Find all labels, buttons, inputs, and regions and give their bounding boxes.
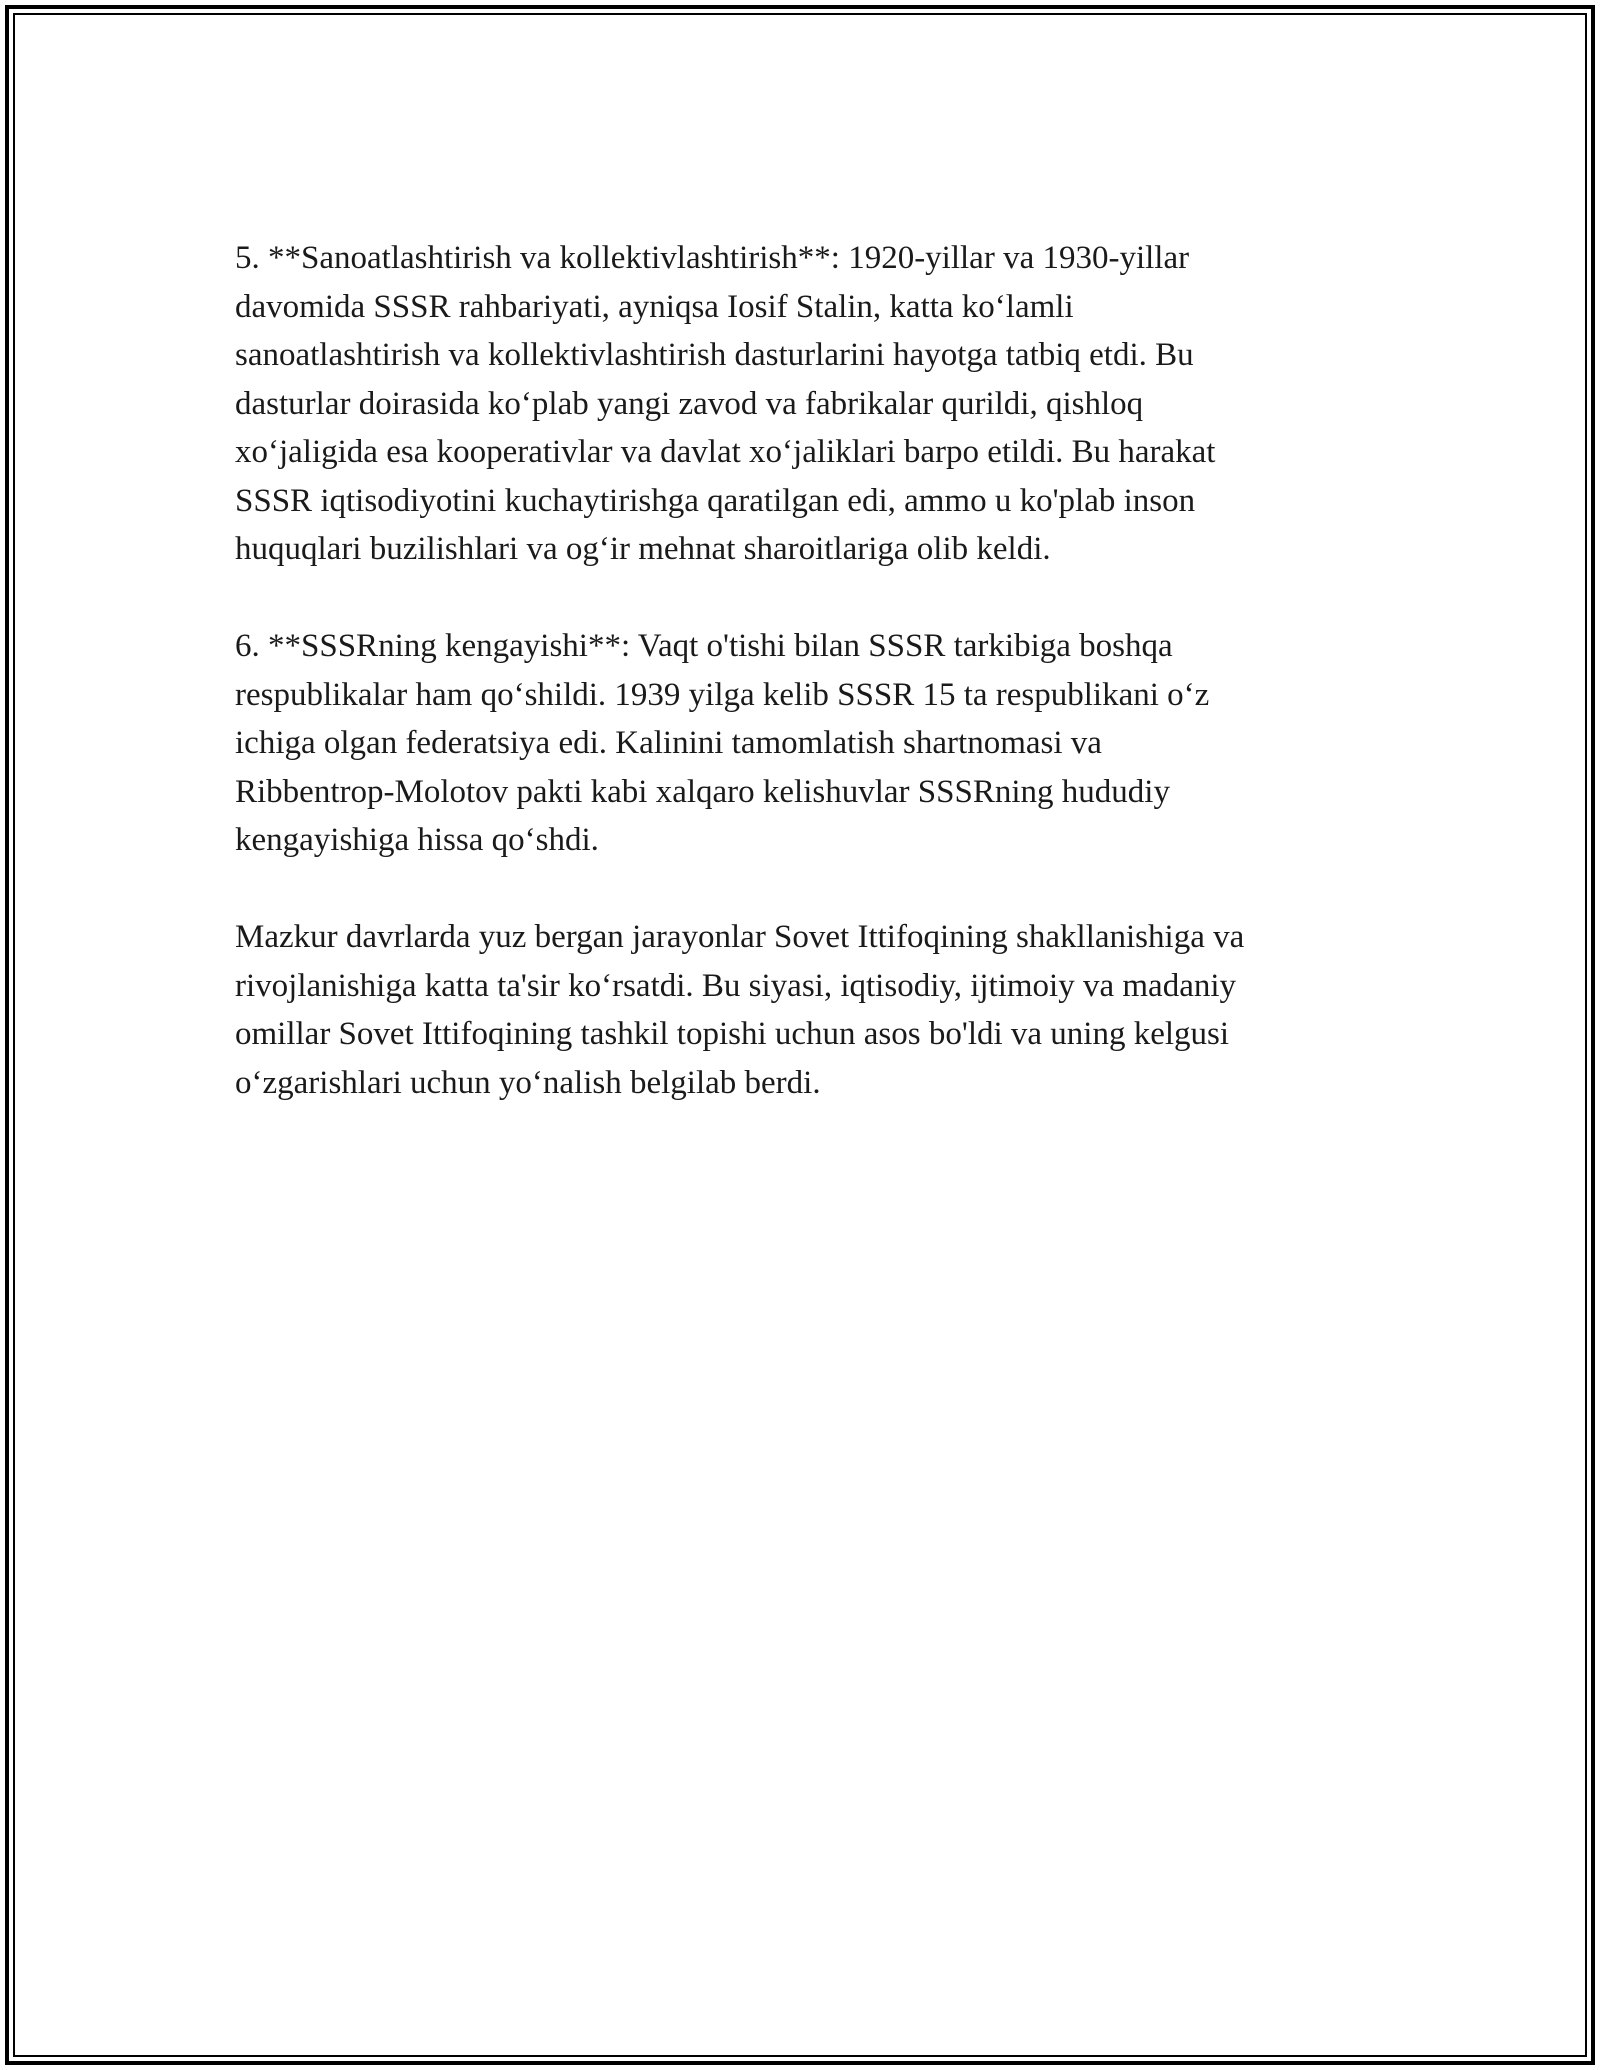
paragraph-conclusion <box>235 913 1375 1107</box>
text-line: dasturlar doirasida ko‘plab yangi zavod va fabrikalar qurildi, qishloq <box>235 385 1144 422</box>
text-line: respublikalar ham qo‘shildi. 1939 yilga kelib SSSR 15 ta respublikani o‘z <box>235 676 1210 713</box>
text-line: davomida SSSR rahbariyati, ayniqsa Iosif Stalin, katta ko‘lamli <box>235 288 1074 325</box>
paragraph-industrialization <box>235 234 1375 574</box>
document-body <box>235 234 1375 1156</box>
text-line: SSSR iqtisodiyotini kuchaytirishga qaratilgan edi, ammo u ko'plab inson <box>235 482 1196 519</box>
paragraph-expansion <box>235 622 1375 865</box>
text-line: 5. **Sanoatlashtirish va kollektivlashtirish**: 1920-yillar va 1930-yillar <box>235 240 1190 276</box>
text-line: omillar Sovet Ittifoqining tashkil topishi uchun asos bo'ldi va uning kelgusi <box>235 1016 1230 1052</box>
text-line: Mazkur davrlarda yuz bergan jarayonlar Sovet Ittifoqining shakllanishiga va <box>235 919 1245 955</box>
text-line: 6. **SSSRning kengayishi**: Vaqt o'tishi bilan SSSR tarkibiga boshqa <box>235 628 1173 664</box>
text-line: huquqlari buzilishlari va og‘ir mehnat sharoitlariga olib keldi. <box>235 531 1051 567</box>
text-line: sanoatlashtirish va kollektivlashtirish dasturlarini hayotga tatbiq etdi. Bu <box>235 337 1194 373</box>
text-line: kengayishiga hissa qo‘shdi. <box>235 822 599 858</box>
text-line: ichiga olgan federatsiya edi. Kalinini tamomlatish shartnomasi va <box>235 725 1102 761</box>
text-line: o‘zgarishlari uchun yo‘nalish belgilab berdi. <box>235 1064 821 1101</box>
text-line: Ribbentrop-Molotov pakti kabi xalqaro kelishuvlar SSSRning hududiy <box>235 773 1170 810</box>
text-line: xo‘jaligida esa kooperativlar va davlat xo‘jaliklari barpo etildi. Bu harakat <box>235 434 1216 470</box>
text-line: rivojlanishiga katta ta'sir ko‘rsatdi. Bu siyasi, iqtisodiy, ijtimoiy va madaniy <box>235 967 1237 1004</box>
